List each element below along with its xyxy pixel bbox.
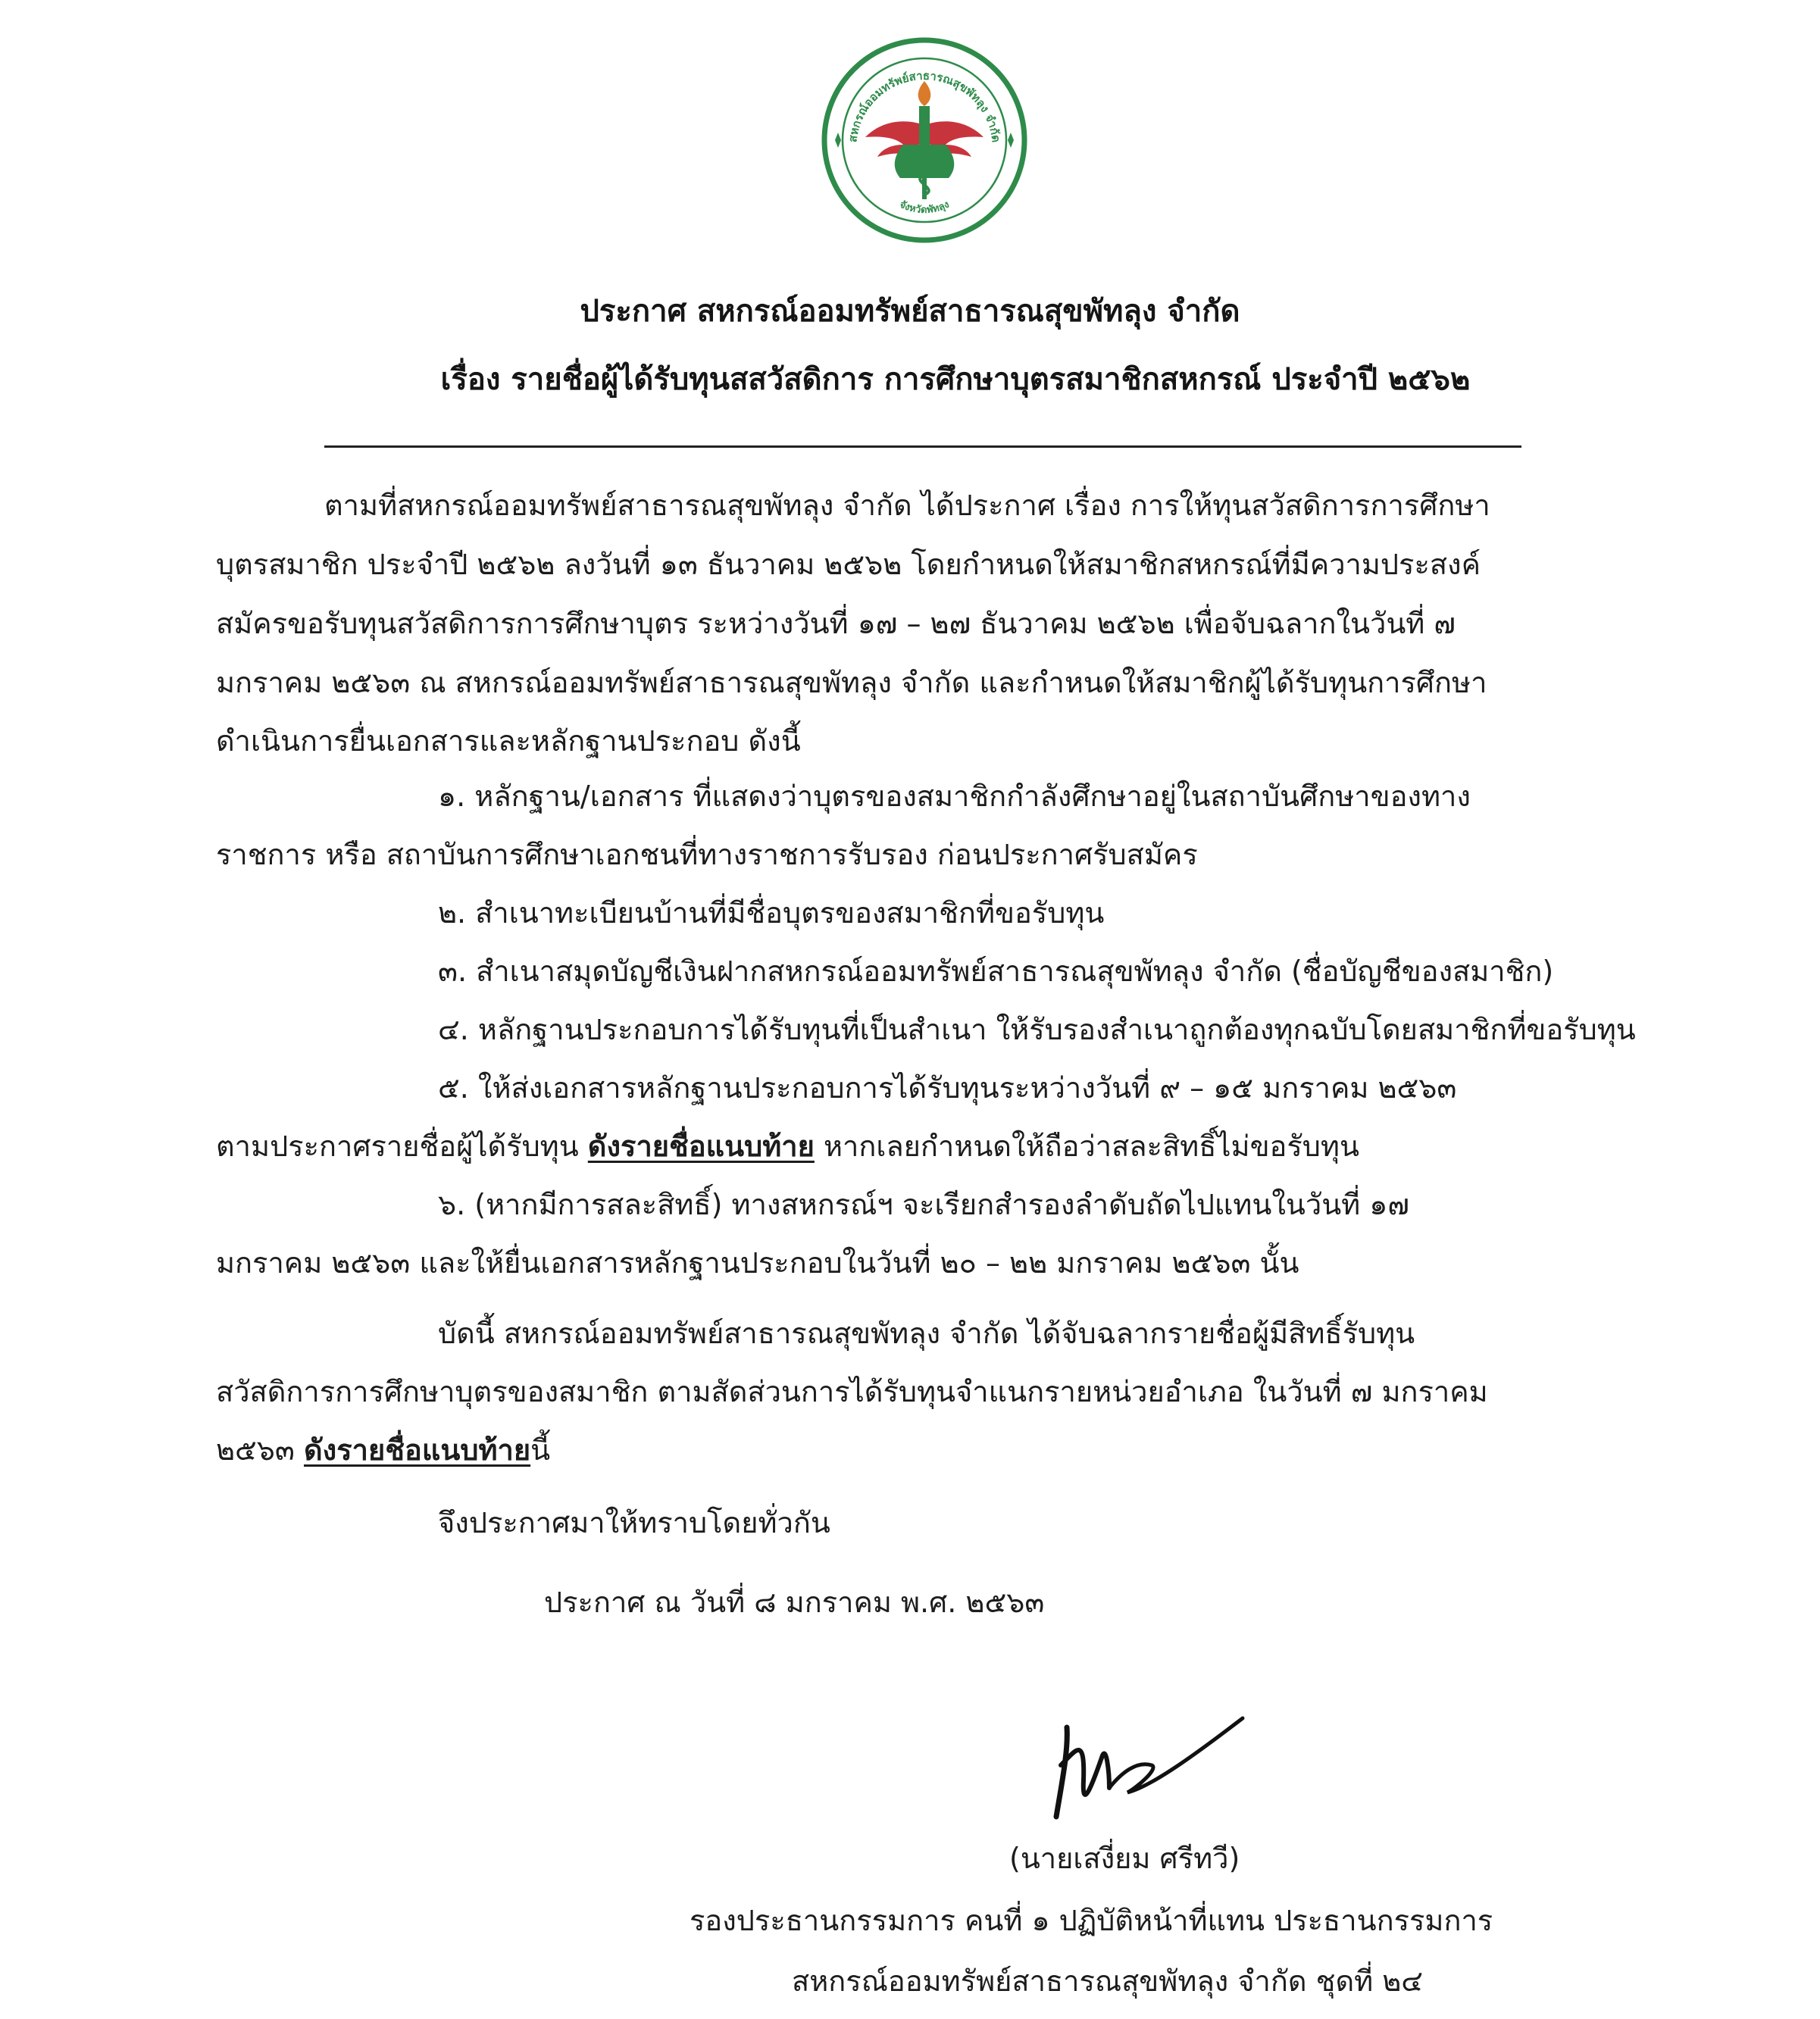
intro-line-5: ดำเนินการยื่นเอกสารและหลักฐานประกอบ ดังนี้ [216, 724, 801, 758]
item-5-line-2 [216, 1127, 1359, 1165]
signatory-position: รองประธานกรรมการ คนที่ ๑ ปฏิบัติหน้าที่แทน ประธานกรรมการ [690, 1904, 1493, 1937]
item-6-line-1: ๖. (หากมีการสละสิทธิ์) ทางสหกรณ์ฯ จะเรียกสำรองลำดับถัดไปแทนในวันที่ ๑๗ [438, 1188, 1409, 1221]
intro-line-3: สมัครขอรับทุนสวัสดิการการศึกษาบุตร ระหว่างวันที่ ๑๗ – ๒๗ ธันวาคม ๒๕๖๒ เพื่อจับฉลากในวันที่ ๗ [216, 607, 1456, 640]
handwritten-signature [1046, 1705, 1250, 1826]
item-5-text-before: ตามประกาศรายชื่อผู้ได้รับทุน [216, 1130, 588, 1163]
signatory-organization: สหกรณ์ออมทรัพย์สาธารณสุขพัทลุง จำกัด ชุดที่ ๒๔ [792, 1964, 1424, 1998]
intro-line-1: ตามที่สหกรณ์ออมทรัพย์สาธารณสุขพัทลุง จำกัด ได้ประกาศ เรื่อง การให้ทุนสวัสดิการการศึกษา [324, 489, 1490, 522]
title-divider [324, 445, 1521, 448]
attached-list-reference: ดังรายชื่อแนบท้าย [587, 1130, 815, 1163]
item-3: ๓. สำเนาสมุดบัญชีเงินฝากสหกรณ์ออมทรัพย์สาธารณสุขพัทลุง จำกัด (ชื่อบัญชีของสมาชิก) [438, 955, 1554, 988]
closing-line-3 [216, 1431, 550, 1469]
item-2: ๒. สำเนาทะเบียนบ้านที่มีชื่อบุตรของสมาชิกที่ขอรับทุน [438, 896, 1105, 930]
item-1-line-1: ๑. หลักฐาน/เอกสาร ที่แสดงว่าบุตรของสมาชิกกำลังศึกษาอยู่ในสถาบันศึกษาของทาง [438, 780, 1471, 813]
item-5-line-1: ๕. ให้ส่งเอกสารหลักฐานประกอบการได้รับทุนระหว่างวันที่ ๙ – ๑๕ มกราคม ๒๕๖๓ [438, 1071, 1457, 1105]
closing-year: ๒๕๖๓ [216, 1433, 304, 1467]
announcement-date: ประกาศ ณ วันที่ ๘ มกราคม พ.ศ. ๒๕๖๓ [544, 1586, 1045, 1619]
signatory-name: (นายเสงี่ยม ศรีทวี) [1009, 1842, 1240, 1875]
item-5-text-after: หากเลยกำหนดให้ถือว่าสละสิทธิ์ไม่ขอรับทุน [814, 1130, 1359, 1163]
item-6-line-2: มกราคม ๒๕๖๓ และให้ยื่นเอกสารหลักฐานประกอบในวันที่ ๒๐ – ๒๒ มกราคม ๒๕๖๓ นั้น [216, 1246, 1299, 1280]
closing-suffix: นี้ [530, 1433, 551, 1467]
announcement-subject: เรื่อง รายชื่อผู้ได้รับทุนสสวัสดิการ การศึกษาบุตรสมาชิกสหกรณ์ ประจำปี ๒๕๖๒ [440, 362, 1471, 397]
svg-text:สหกรณ์ออมทรัพย์สาธารณสุขพัทลุง: สหกรณ์ออมทรัพย์สาธารณสุขพัทลุง จำกัด [846, 68, 1003, 143]
closing-line-2: สวัสดิการการศึกษาบุตรของสมาชิก ตามสัดส่วนการได้รับทุนจำแนกรายหน่วยอำเภอ ในวันที่ ๗ มกราคม [216, 1375, 1488, 1408]
item-4: ๔. หลักฐานประกอบการได้รับทุนที่เป็นสำเนา ให้รับรองสำเนาถูกต้องทุกฉบับโดยสมาชิกที่ขอรับทุน [438, 1013, 1636, 1046]
intro-line-2: บุตรสมาชิก ประจำปี ๒๕๖๒ ลงวันที่ ๑๓ ธันวาคม ๒๕๖๒ โดยกำหนดให้สมาชิกสหกรณ์ที่มีความประสงค์ [216, 548, 1481, 581]
intro-line-4: มกราคม ๒๕๖๓ ณ สหกรณ์ออมทรัพย์สาธารณสุขพัทลุง จำกัด และกำหนดให้สมาชิกผู้ได้รับทุนการศึกษา [216, 666, 1487, 699]
attached-list-reference-closing: ดังรายชื่อแนบท้าย [304, 1433, 531, 1467]
svg-text:จังหวัดพัทลุง: จังหวัดพัทลุง [897, 198, 952, 217]
cooperative-seal-logo [818, 34, 1030, 246]
announcement-notice: จึงประกาศมาให้ทราบโดยทั่วกัน [438, 1506, 830, 1539]
announcement-title: ประกาศ สหกรณ์ออมทรัพย์สาธารณสุขพัทลุง จำกัด [580, 294, 1240, 329]
closing-line-1: บัดนี้ สหกรณ์ออมทรัพย์สาธารณสุขพัทลุง จำกัด ได้จับฉลากรายชื่อผู้มีสิทธิ์รับทุน [438, 1317, 1415, 1350]
item-1-line-2: ราชการ หรือ สถาบันการศึกษาเอกชนที่ทางราชการรับรอง ก่อนประกาศรับสมัคร [216, 838, 1198, 871]
